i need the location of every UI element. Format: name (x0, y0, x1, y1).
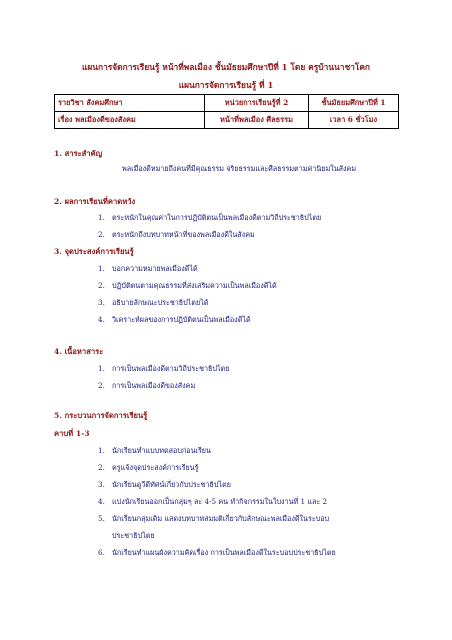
list-item: 2. ตระหนักถึงบทบาทหน้าที่ของพลเมืองดีในสังคม (98, 230, 255, 239)
section-heading-learning-objectives: 3. จุดประสงค์การเรียนรู้ (54, 247, 134, 256)
table-row (55, 112, 399, 129)
lesson-info-table (54, 94, 399, 129)
subject-cell: รายวิชา สังคมศึกษา (55, 95, 205, 112)
core-concept-text: พลเมืองดีหมายถึงคนที่มีคุณธรรม จริยธรรมและศีลธรรมตามค่านิยมในสังคม (122, 164, 357, 173)
list-item-continuation: ประชาธิปไตย (112, 531, 155, 540)
list-item: 2. ครูแจ้งจุดประสงค์การเรียนรู้ (98, 463, 199, 472)
list-item: 2. ปฏิบัติตนตามคุณธรรมที่ส่งเสริมความเป็นพลเมืองดีได้ (98, 281, 277, 290)
time-cell: เวลา 6 ชั่วโมง (309, 112, 399, 129)
list-item: 3. นักเรียนดูวีดีทัศน์เกี่ยวกับประชาธิปไตย (98, 480, 231, 489)
period-subheading: คาบที่ 1-3 (54, 429, 90, 438)
section-heading-learning-process: 5. กระบวนการจัดการเรียนรู้ (54, 411, 148, 420)
list-item: 1. การเป็นพลเมืองดีตามวิถีประชาธิปไตย (98, 364, 230, 373)
document-title: แผนการจัดการเรียนรู้ หน้าที่พลเมือง ชั้นมัธยมศึกษาปีที่ 1 โดย ครูบ้านนาชาโคก (81, 62, 371, 72)
list-item: 5. นักเรียนกลุ่มเดิม แสดงบทบาทสมมติเกี่ยวกับลักษณะพลเมืองดีในระบอบ (98, 514, 330, 523)
topic-cell: เรื่อง พลเมืองดีของสังคม (55, 112, 205, 129)
list-item: 1. นักเรียนทำแบบทดสอบก่อนเรียน (98, 446, 211, 455)
list-item: 4. แบ่งนักเรียนออกเป็นกลุ่มๆ ละ 4-5 คน ทำกิจกรรมในใบงานที่ 1 และ 2 (98, 497, 328, 506)
table-row (55, 95, 399, 112)
section-heading-expected-outcomes: 2. ผลการเรียนที่คาดหวัง (54, 197, 136, 206)
section-heading-core-concept: 1. สาระสำคัญ (54, 149, 103, 158)
grade-cell: ชั้นมัธยมศึกษาปีที่ 1 (309, 95, 399, 112)
plan-number-title: แผนการจัดการเรียนรู้ ที่ 1 (178, 80, 274, 90)
list-item: 3. อธิบายลักษณะประชาธิปไตยได้ (98, 298, 209, 307)
list-item: 1. ตระหนักในคุณค่าในการปฏิบัติตนเป็นพลเมืองดีตามวิถีประชาธิปไตย (98, 213, 322, 222)
unit-cell: หน่วยการเรียนรู้ที่ 2 (205, 95, 309, 112)
list-item: 4. วิเคราะห์ผลของการปฏิบัติตนเป็นพลเมืองดีได้ (98, 315, 251, 324)
list-item: 2. การเป็นพลเมืองดีของสังคม (98, 381, 196, 390)
list-item: 1. บอกความหมายพลเมืองดีได้ (98, 264, 198, 273)
list-item: 6. นักเรียนทำแผนผังความคิดเรื่อง การเป็นพลเมืองดีในระบอบประชาธิปไตย (98, 548, 336, 557)
strand-cell: หน้าที่พลเมือง ศีลธรรม (205, 112, 309, 129)
section-heading-content: 4. เนื้อหาสาระ (54, 347, 104, 356)
